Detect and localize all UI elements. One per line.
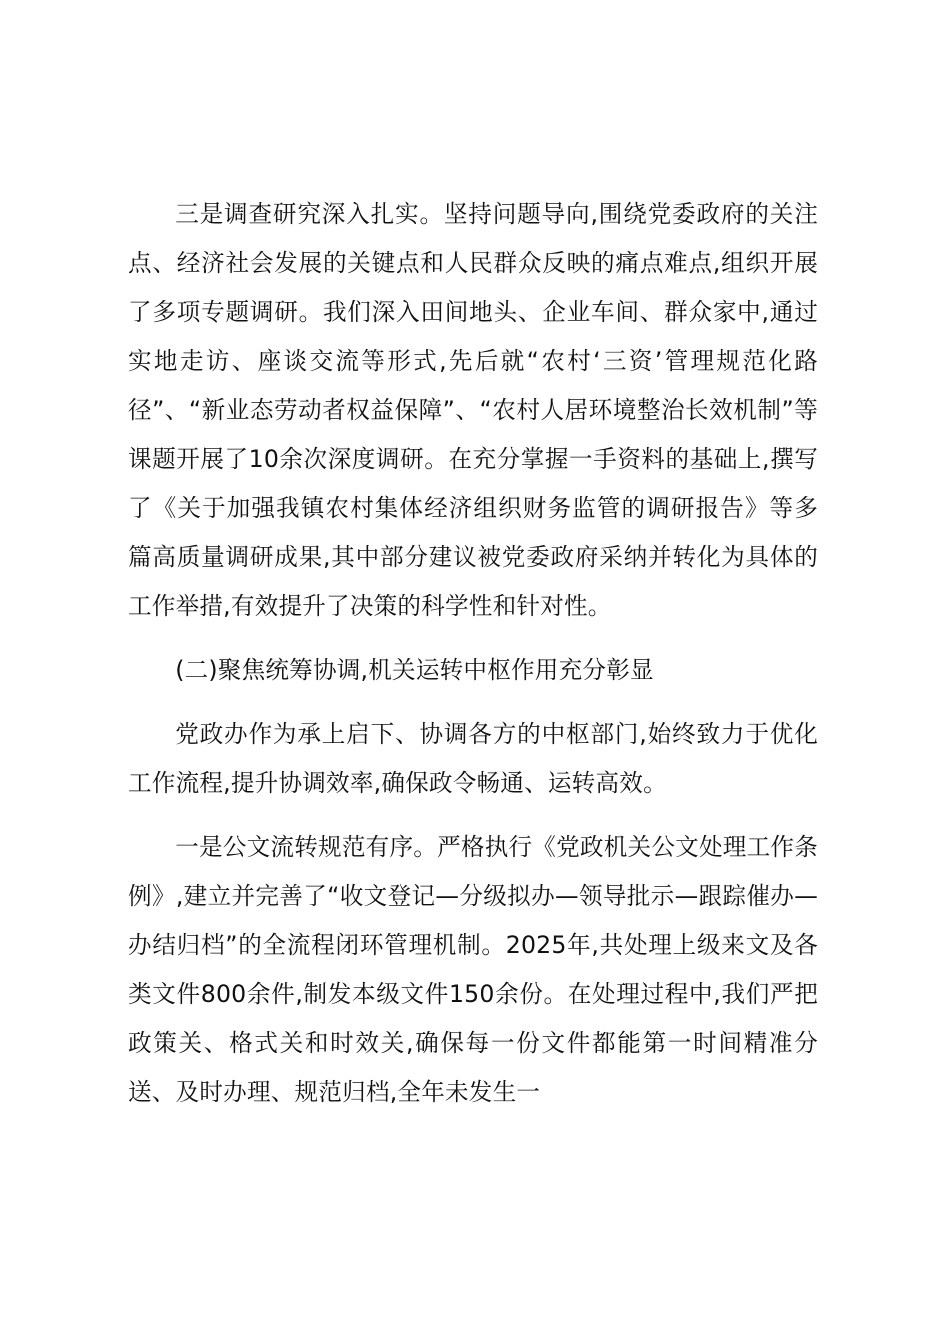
section-heading: (二)聚焦统筹协调,机关运转中枢作用充分彰显: [175, 656, 654, 684]
paragraph-office-role: 党政办作为承上启下、协调各方的中枢部门,始终致力于优化工作流程,提升协调效率,确保政令畅通、运转高效。: [128, 720, 818, 797]
document-body: [128, 190, 818, 1117]
paragraph-document-flow: 一是公文流转规范有序。严格执行《党政机关公文处理工作条例》,建立并完善了“收文登记—分级拟办—领导批示—跟踪催办—办结归档”的全流程闭环管理机制。2025年,共处理上级来文及各类文件800余件,制发本级文件150余份。在处理过程中,我们严把政策关、格式关和时效关,确保每一份文件都能第一时间精准分送、及时办理、规范归档,全年未发生一: [128, 833, 818, 1106]
paragraph-research: 三是调查研究深入扎实。坚持问题导向,围绕党委政府的关注点、经济社会发展的关键点和人民群众反映的痛点难点,组织开展了多项专题调研。我们深入田间地头、企业车间、群众家中,通过实地走访、座谈交流等形式,先后就“农村‘三资’管理规范化路径”、“新业态劳动者权益保障”、“农村人居环境整治长效机制”等课题开展了10余次深度调研。在充分掌握一手资料的基础上,撰写了《关于加强我镇农村集体经济组织财务监管的调研报告》等多篇高质量调研成果,其中部分建议被党委政府采纳并转化为具体的工作举措,有效提升了决策的科学性和针对性。: [128, 200, 818, 620]
